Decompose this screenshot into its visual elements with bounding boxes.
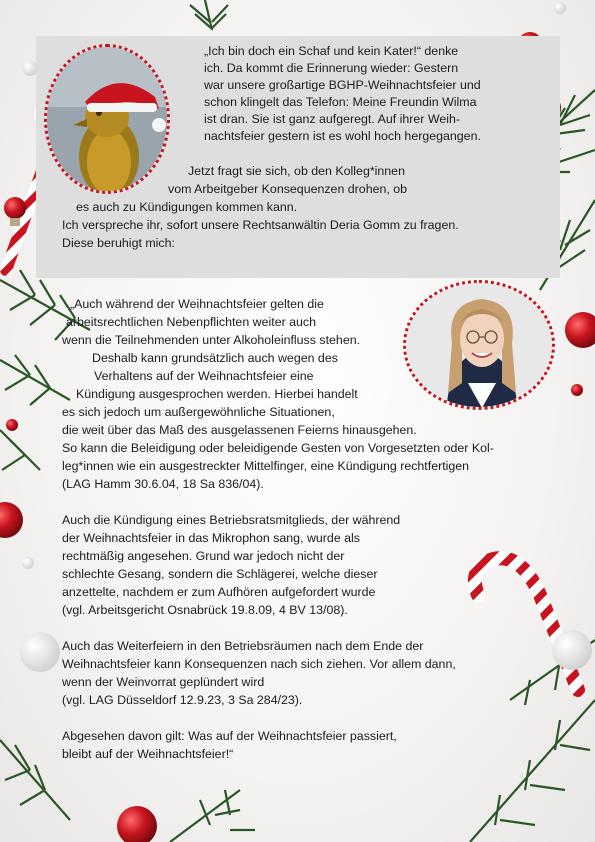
portrait-woman-icon xyxy=(406,283,555,410)
intro-line: schon klingelt das Telefon: Meine Freundin Wilma xyxy=(204,95,477,109)
candy-cane-right xyxy=(475,558,578,690)
quote-line: arbeitsrechtlichen Nebenpflichten weiter auch xyxy=(66,315,317,329)
quote-line: es sich jedoch um außergewöhnliche Situationen, xyxy=(62,405,335,419)
quote-line: Verhaltens auf der Weihnachtsfeier eine xyxy=(94,369,314,383)
quote-line: wenn die Teilnehmenden unter Alkoholeinfluss stehen. xyxy=(62,333,361,347)
quote-line: Auch das Weiterfeiern in den Betriebsräumen nach dem Ende der xyxy=(62,639,424,653)
intro-line: vom Arbeitgeber Konsequenzen drohen, ob xyxy=(168,182,408,196)
quote-line: Kündigung ausgesprochen werden. Hierbei handelt xyxy=(76,387,358,401)
quote-line: die weit über das Maß des ausgelassenen Feierns hinausgehen. xyxy=(62,423,417,437)
intro-line: Ich verspreche ihr, sofort unsere Rechtsanwältin Deria Gomm zu fragen. xyxy=(62,218,459,232)
quote-line: (vgl. LAG Düsseldorf 12.9.23, 3 Sa 284/23). xyxy=(62,693,303,707)
eagle-photo xyxy=(44,44,170,194)
quote-line: bleibt auf der Weihnachtsfeier!“ xyxy=(62,747,234,761)
quote-line: (LAG Hamm 30.6.04, 18 Sa 836/04). xyxy=(62,477,264,491)
lawyer-photo xyxy=(403,280,555,410)
quote-line: rechtmäßig angesehen. Grund war jedoch nicht der xyxy=(62,549,345,563)
quote-line: Auch die Kündigung eines Betriebsratsmitglieds, der während xyxy=(62,513,401,527)
quote-line: Weihnachtsfeier kann Konsequenzen nach sich ziehen. Vor allem dann, xyxy=(62,657,456,671)
golden-eagle-icon xyxy=(47,47,170,194)
quote-line: der Weihnachtsfeier in das Mikrophon sang, wurde als xyxy=(62,531,360,545)
quote-line: schlechte Gesang, sondern die Schlägerei, welche dieser xyxy=(62,567,378,581)
quote-line: Deshalb kann grundsätzlich auch wegen des xyxy=(92,351,338,365)
quote-line: leg*innen wie ein ausgestreckter Mittelfinger, eine Kündigung rechtfertigen xyxy=(62,459,470,473)
intro-line: Jetzt fragt sie sich, ob den Kolleg*innen xyxy=(188,164,405,178)
pine-branch-top xyxy=(190,0,228,30)
quote-line: anzettelte, nachdem er zum Aufhören aufgefordert wurde xyxy=(62,585,376,599)
quote-line: (vgl. Arbeitsgericht Osnabrück 19.8.09, 4 BV 13/08). xyxy=(62,603,348,617)
intro-line: ist dran. Sie ist ganz aufgeregt. Auf ihrer Weih- xyxy=(204,112,460,126)
intro-line: ich. Da kommt die Erinnerung wieder: Gestern xyxy=(204,61,459,75)
intro-line: nachtsfeier gestern ist es wohl hoch hergegangen. xyxy=(204,129,481,143)
intro-line: war unsere großartige BGHP-Weihnachtsfeier und xyxy=(204,78,481,92)
quote-line: „Auch während der Weihnachtsfeier gelten die xyxy=(70,297,324,311)
intro-line: Diese beruhigt mich: xyxy=(62,236,175,250)
intro-line: „Ich bin doch ein Schaf und kein Kater!“ denke xyxy=(204,44,459,58)
quote-line: Abgesehen davon gilt: Was auf der Weihnachtsfeier passiert, xyxy=(62,729,397,743)
quote-line: wenn der Weinvorrat geplündert wird xyxy=(62,675,265,689)
quote-line: So kann die Beleidigung oder beleidigende Gesten von Vorgesetzten oder Kol- xyxy=(62,441,494,455)
intro-line: es auch zu Kündigungen kommen kann. xyxy=(76,200,298,214)
